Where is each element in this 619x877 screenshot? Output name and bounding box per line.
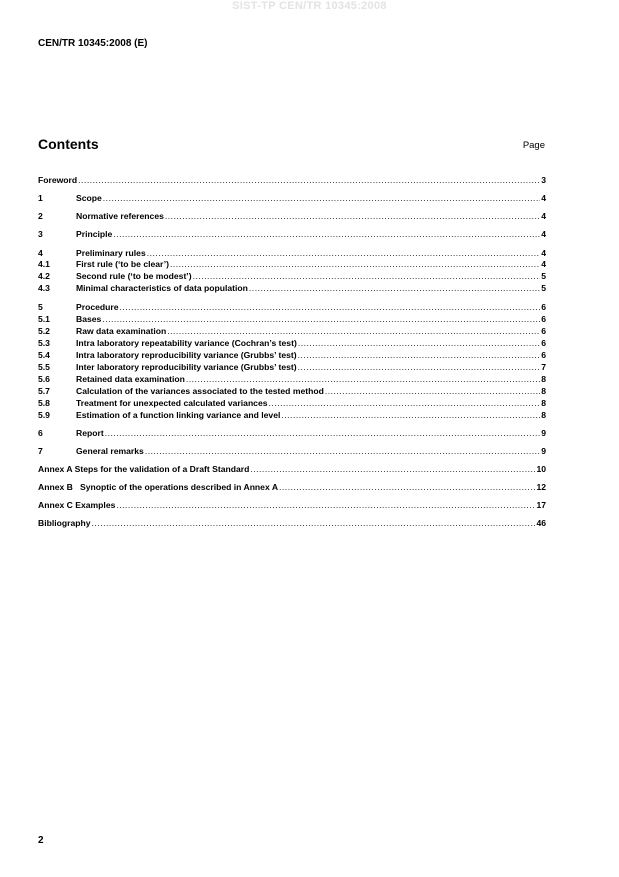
toc-entry-title: Procedure: [76, 302, 119, 312]
toc-entry-title: Normative references: [76, 211, 164, 221]
toc-entry-title: Bases: [76, 314, 102, 324]
toc-leader-dots: [279, 482, 535, 493]
toc-entry-number: 1: [38, 193, 43, 203]
toc-entry[interactable]: [38, 211, 546, 222]
toc-entry[interactable]: [38, 428, 546, 439]
toc-entry-title: Intra laboratory repeatability variance (Cochran’s test): [76, 338, 297, 348]
toc-entry-title: Minimal characteristics of data population: [76, 283, 248, 293]
toc-entry-number: 4.3: [38, 283, 50, 293]
toc-entry-page: 4: [541, 259, 546, 269]
toc-entry-title: Estimation of a function linking variance and level: [76, 410, 281, 420]
toc-entry[interactable]: [38, 500, 546, 511]
toc-entry-title: Report: [76, 428, 104, 438]
toc-entry-page: 8: [541, 410, 546, 420]
toc-entry-title: Inter laboratory reproducibility variance (Grubbs’ test): [76, 362, 297, 372]
toc-entry-number: 2: [38, 211, 43, 221]
toc-entry-title: Annex B Synoptic of the operations described in Annex A: [38, 482, 279, 492]
toc-entry-title: Annex C Examples: [38, 500, 116, 510]
toc-leader-dots: [78, 175, 540, 186]
toc-entry-page: 6: [541, 338, 546, 348]
contents-title: Contents: [38, 136, 99, 152]
toc-entry-number: 6: [38, 428, 43, 438]
toc-leader-dots: [105, 428, 541, 439]
toc-entry-title: Calculation of the variances associated to the tested method: [76, 386, 324, 396]
toc-leader-dots: [298, 362, 541, 373]
toc-leader-dots: [102, 314, 540, 325]
toc-leader-dots: [186, 374, 540, 385]
toc-leader-dots: [92, 518, 536, 529]
page-number: 2: [38, 835, 44, 846]
toc-entry-title: Bibliography: [38, 518, 91, 528]
watermark: SIST-TP CEN/TR 10345:2008: [232, 0, 387, 12]
toc-entry[interactable]: [38, 175, 546, 186]
toc-leader-dots: [116, 500, 535, 511]
toc-entry-page: 46: [536, 518, 546, 528]
toc-entry-title: Scope: [76, 193, 102, 203]
toc-leader-dots: [325, 386, 540, 397]
toc-entry-page: 6: [541, 302, 546, 312]
toc-entry-title: Foreword: [38, 175, 78, 185]
toc-entry-number: 5.2: [38, 326, 50, 336]
toc-leader-dots: [165, 211, 540, 222]
toc-leader-dots: [298, 338, 540, 349]
toc-entry-title: Annex A Steps for the validation of a Draft Standard: [38, 464, 250, 474]
toc-entry[interactable]: [38, 283, 546, 294]
toc-entry-page: 7: [541, 362, 546, 372]
toc-entry-number: 5.5: [38, 362, 50, 372]
toc-entry-title: General remarks: [76, 446, 144, 456]
toc-entry-page: 12: [536, 482, 546, 492]
toc-entry[interactable]: [38, 482, 546, 493]
toc-entry-title: Principle: [76, 229, 113, 239]
toc-entry[interactable]: [38, 302, 546, 313]
toc-entry[interactable]: [38, 229, 546, 240]
toc-entry[interactable]: [38, 248, 546, 259]
toc-entry[interactable]: [38, 398, 546, 409]
toc-entry-number: 5.4: [38, 350, 50, 360]
toc-entry-page: 4: [541, 193, 546, 203]
toc-entry-number: 4.2: [38, 271, 50, 281]
toc-entry-page: 8: [541, 386, 546, 396]
toc-leader-dots: [147, 248, 540, 259]
toc-entry-number: 5.9: [38, 410, 50, 420]
toc-entry-page: 3: [541, 175, 546, 185]
toc-entry-number: 5.8: [38, 398, 50, 408]
toc-entry-title: Preliminary rules: [76, 248, 146, 258]
toc-entry-page: 6: [541, 314, 546, 324]
toc-entry-number: 7: [38, 446, 43, 456]
toc-entry-title: Second rule (‘to be modest’): [76, 271, 192, 281]
toc-entry-title: Retained data examination: [76, 374, 185, 384]
toc-entry-page: 9: [541, 446, 546, 456]
toc-entry[interactable]: [38, 464, 546, 475]
toc-entry[interactable]: [38, 314, 546, 325]
toc-entry-page: 17: [536, 500, 546, 510]
toc-entry-page: 4: [541, 229, 546, 239]
toc-entry-number: 5.3: [38, 338, 50, 348]
toc-entry[interactable]: [38, 374, 546, 385]
toc-entry-title: Raw data examination: [76, 326, 167, 336]
toc-leader-dots: [269, 398, 541, 409]
toc-entry-page: 8: [541, 398, 546, 408]
toc-leader-dots: [120, 302, 541, 313]
toc-entry-page: 4: [541, 211, 546, 221]
toc-entry-number: 4: [38, 248, 43, 258]
toc-entry-number: 3: [38, 229, 43, 239]
toc-entry-page: 6: [541, 326, 546, 336]
toc-entry-title: Treatment for unexpected calculated variances: [76, 398, 268, 408]
toc-entry[interactable]: [38, 259, 546, 270]
toc-entry[interactable]: [38, 362, 546, 373]
toc-entry-page: 10: [536, 464, 546, 474]
toc-leader-dots: [103, 193, 540, 204]
toc-entry-page: 4: [541, 248, 546, 258]
toc-entry-number: 5.7: [38, 386, 50, 396]
toc-leader-dots: [167, 326, 540, 337]
toc-entry-page: 6: [541, 350, 546, 360]
toc-entry-title: First rule (‘to be clear’): [76, 259, 169, 269]
toc-entry-page: 5: [541, 271, 546, 281]
toc-entry-number: 4.1: [38, 259, 50, 269]
toc-entry[interactable]: [38, 410, 546, 421]
toc-entry-page: 8: [541, 374, 546, 384]
toc-entry-number: 5: [38, 302, 43, 312]
toc-leader-dots: [298, 350, 541, 361]
toc-entry[interactable]: [38, 446, 546, 457]
toc-leader-dots: [250, 464, 535, 475]
toc-entry[interactable]: [38, 326, 546, 337]
toc-entry[interactable]: [38, 518, 546, 529]
toc-entry-number: 5.6: [38, 374, 50, 384]
toc-leader-dots: [170, 259, 540, 270]
toc-entry-page: 5: [541, 283, 546, 293]
page-column-label: Page: [522, 140, 545, 151]
toc-leader-dots: [281, 410, 540, 421]
toc-leader-dots: [145, 446, 540, 457]
toc-entry-page: 9: [541, 428, 546, 438]
toc-leader-dots: [249, 283, 540, 294]
toc-entry[interactable]: [38, 338, 546, 349]
document-id: CEN/TR 10345:2008 (E): [38, 38, 148, 49]
toc-entry-title: Intra laboratory reproducibility variance (Grubbs’ test): [76, 350, 297, 360]
toc-entry[interactable]: [38, 386, 546, 397]
toc-entry[interactable]: [38, 350, 546, 361]
toc-entry[interactable]: [38, 271, 546, 282]
toc-leader-dots: [193, 271, 541, 282]
toc-entry-number: 5.1: [38, 314, 50, 324]
toc-entry[interactable]: [38, 193, 546, 204]
toc-leader-dots: [113, 229, 540, 240]
